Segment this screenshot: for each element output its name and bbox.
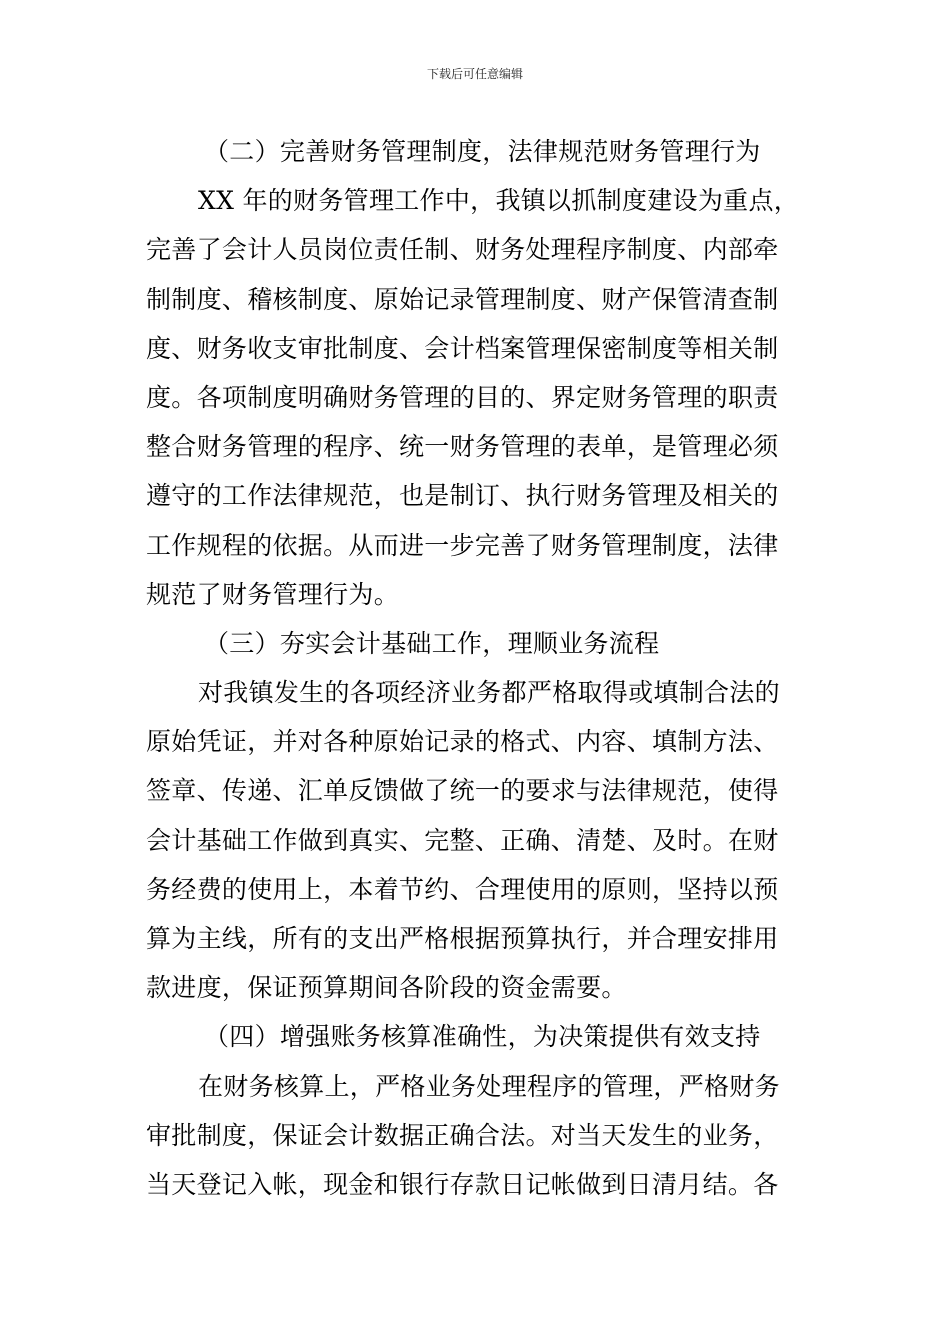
paragraph-accounting-basics <box>146 668 808 1012</box>
page-header: 下载后可任意编辑 <box>426 67 523 81</box>
paragraph-line: 度、财务收支审批制度、会计档案管理保密制度等相关制 <box>146 333 779 363</box>
heading-line: （二）完善财务管理制度，法律规范财务管理行为 <box>204 137 761 166</box>
heading-line: （三）夯实会计基础工作，理顺业务流程 <box>204 628 660 658</box>
section-heading-4 <box>146 1012 808 1061</box>
paragraph-line: 整合财务管理的程序、统一财务管理的表单，是管理必须 <box>146 432 779 462</box>
paragraph-line: 当天登记入帐，现金和银行存款日记帐做到日清月结。各 <box>146 1169 779 1199</box>
section-heading-3 <box>146 619 808 668</box>
paragraph-financial-system <box>146 176 808 619</box>
paragraph-line: 审批制度，保证会计数据正确合法。对当天发生的业务， <box>146 1120 779 1150</box>
paragraph-line: 原始凭证，并对各种原始记录的格式、内容、填制方法、 <box>146 727 779 757</box>
document-body <box>146 127 808 1209</box>
paragraph-line: XX 年的财务管理工作中，我镇以抓制度建设为重点， <box>198 186 800 216</box>
paragraph-line: 完善了会计人员岗位责任制、财务处理程序制度、内部牵 <box>146 235 779 265</box>
paragraph-line: 会计基础工作做到真实、完整、正确、清楚、及时。在财 <box>146 825 779 855</box>
paragraph-line: 度。各项制度明确财务管理的目的、界定财务管理的职责 <box>146 382 779 412</box>
paragraph-line: 规范了财务管理行为。 <box>146 579 400 609</box>
paragraph-line: 签章、传递、汇单反馈做了统一的要求与法律规范，使得 <box>146 776 779 806</box>
paragraph-line: 在财务核算上，严格业务处理程序的管理，严格财务 <box>198 1071 780 1101</box>
paragraph-line: 款进度，保证预算期间各阶段的资金需要。 <box>146 973 627 1003</box>
paragraph-line: 制制度、稽核制度、原始记录管理制度、财产保管清查制 <box>146 284 779 314</box>
paragraph-line: 算为主线，所有的支出严格根据预算执行，并合理安排用 <box>146 924 779 953</box>
paragraph-line: 务经费的使用上，本着节约、合理使用的原则，坚持以预 <box>146 874 779 904</box>
paragraph-accounting-accuracy <box>146 1062 808 1210</box>
heading-line: （四）增强账务核算准确性，为决策提供有效支持 <box>204 1022 761 1052</box>
paragraph-line: 遵守的工作法律规范，也是制订、执行财务管理及相关的 <box>146 481 779 511</box>
paragraph-line: 对我镇发生的各项经济业务都严格取得或填制合法的 <box>198 678 780 708</box>
section-heading-2 <box>146 127 808 176</box>
paragraph-line: 工作规程的依据。从而进一步完善了财务管理制度，法律 <box>146 530 779 560</box>
